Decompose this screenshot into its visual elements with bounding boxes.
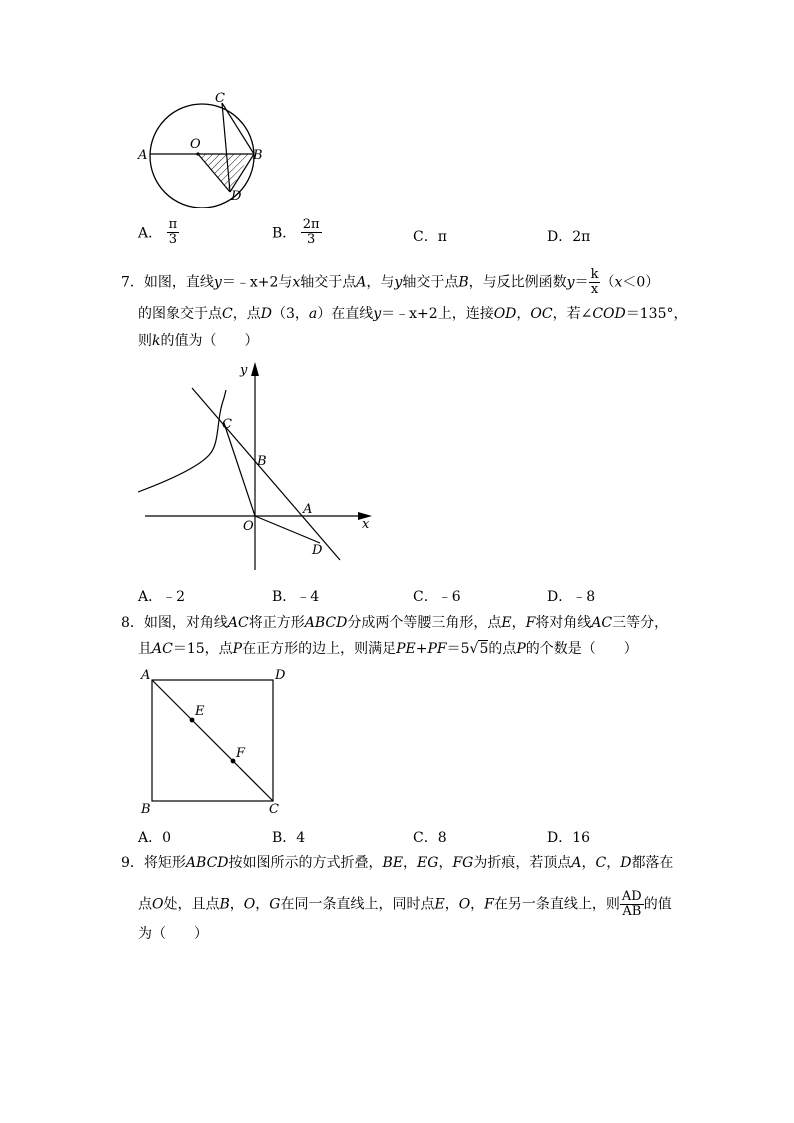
q7-option-c: C．﹣6 [413,589,461,605]
q6-option-b: B． $\frac{2\pi}{3}$ [272,217,320,247]
q6-circle-figure [130,88,270,208]
y-axis-arrow [251,362,259,376]
q8-option-a: A．0 [138,830,172,846]
q7-coordinate-figure [130,358,380,574]
label-C: C [269,802,279,817]
label-A: A [141,668,151,683]
label-A: A [138,148,148,163]
label-C: C [222,417,232,432]
label-A: A [303,502,313,517]
segment-OD [255,516,320,543]
q9-line-3: 为（ ） [138,926,208,942]
label-O: O [190,137,201,152]
diagonal-AC [152,680,273,801]
label-D: D [275,668,286,683]
q9-line-2: 点O处，且点B，O，G在同一条直线上，同时点E，O，F在另一条直线上，则 $\frac{AD}{AB}$ 的值 [138,889,672,919]
q8-option-b: B．4 [272,830,306,846]
label-x: x [362,517,370,532]
q8-line-2: 且AC＝15，点P在正方形的边上，则满足PE+PF＝5√5的点P的个数是（ ） [138,641,638,657]
q6-option-c: C．π [413,229,447,245]
q7-line-2: 的图象交于点C，点D（3，a）在直线y＝﹣x+2上，连接OD，OC，若∠COD＝135°， [138,306,688,322]
label-O: O [243,519,254,534]
q6-option-d: D．2π [547,229,591,245]
label-D: D [231,189,242,204]
point-F [231,759,236,764]
label-B: B [141,802,151,817]
q8-option-d: D．16 [547,830,591,846]
label-D: D [312,543,323,558]
label-B: B [257,454,267,469]
label-F: F [236,746,246,761]
q6-option-a: A． $\frac{\pi}{3}$ [138,217,178,247]
q7-line-1: 7．如图，直线y＝﹣x+2与x轴交于点A，与y轴交于点B，与反比例函数y＝ $\frac{k}{x}$ （x＜0） [121,267,660,297]
q9-line-1: 9．将矩形ABCD按如图所示的方式折叠，BE，EG，FG为折痕，若顶点A，C，D都落在 [121,855,674,871]
label-E: E [195,704,205,719]
hyperbola-curve [138,390,226,492]
q8-square-figure [136,666,296,818]
q7-option-b: B．﹣4 [272,589,320,605]
q8-line-1: 8．如图，对角线AC将正方形ABCD分成两个等腰三角形，点E，F将对角线AC三等分， [121,615,669,631]
label-C: C [215,91,225,106]
q7-line-3: 则k的值为（ ） [138,333,259,349]
point-E [190,718,195,723]
segment-OC [224,423,255,516]
line-y-neg-x-plus-2 [192,388,340,560]
label-y: y [240,363,248,378]
q7-option-a: A．﹣2 [138,589,186,605]
q7-option-d: D．﹣8 [547,589,596,605]
q8-option-c: C．8 [413,830,447,846]
label-B: B [253,148,263,163]
